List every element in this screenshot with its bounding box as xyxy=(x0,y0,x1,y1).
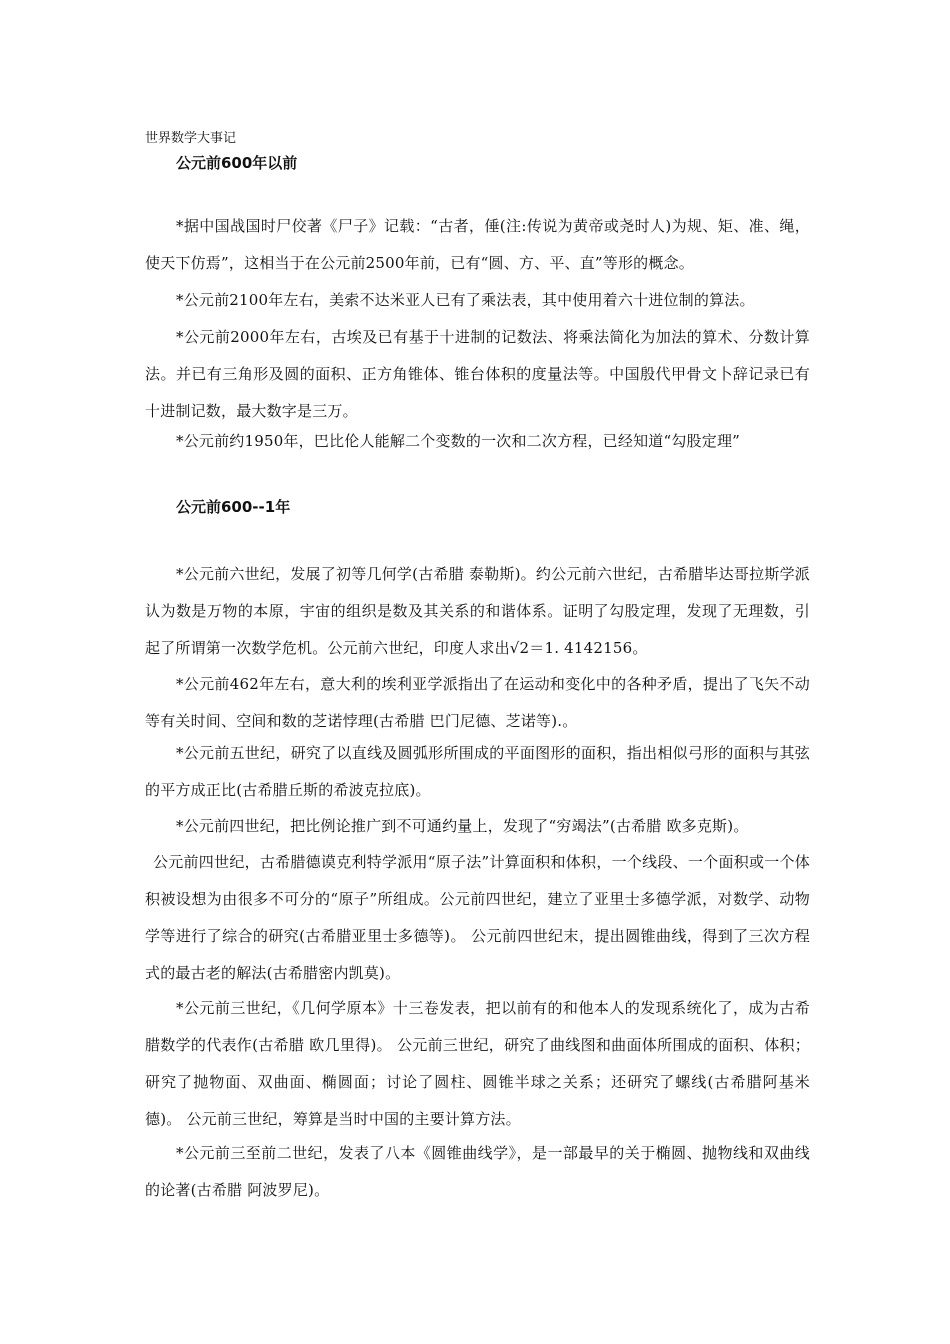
paragraph: *公元前六世纪，发展了初等几何学(古希腊 泰勒斯)。约公元前六世纪，古希腊毕达哥拉斯学派认为数是万物的本原，宇宙的组织是数及其关系的和谐体系。证明了勾股定理，发现了无理数，引起了所谓第一次数学危机。公元前六世纪，印度人求出√2＝1. 4142156。 xyxy=(145,565,810,657)
section-heading-before-600bc: 公元前600年以前 xyxy=(176,154,298,172)
paragraph: *公元前四世纪，把比例论推广到不可通约量上，发现了“穷竭法”(古希腊 欧多克斯)。 xyxy=(176,817,749,835)
paragraph: *公元前三世纪，《几何学原本》十三卷发表，把以前有的和他本人的发现系统化了，成为古希腊数学的代表作(古希腊 欧几里得)。 公元前三世纪，研究了曲线图和曲面体所围成的面积、体积；研究了抛物面、双曲面、椭圆面；讨论了圆柱、圆锥半球之关系；还研究了螺线(古希腊阿基米德)。 公元前三世纪，筹算是当时中国的主要计算方法。 xyxy=(145,999,810,1128)
paragraph: 公元前四世纪，古希腊德谟克利特学派用“原子法”计算面积和体积，一个线段、一个面积或一个体积被设想为由很多不可分的“原子”所组成。公元前四世纪，建立了亚里士多德学派，对数学、动物学等进行了综合的研究(古希腊亚里士多德等)。 公元前四世纪末，提出圆锥曲线，得到了三次方程式的最古老的解法(古希腊密内凯莫)。 xyxy=(145,853,810,982)
paragraph: *公元前2000年左右，古埃及已有基于十进制的记数法、将乘法简化为加法的算术、分数计算法。并已有三角形及圆的面积、正方角锥体、锥台体积的度量法等。中国殷代甲骨文卜辞记录已有十进制记数，最大数字是三万。 xyxy=(145,328,810,420)
paragraph: *公元前三至前二世纪，发表了八本《圆锥曲线学》，是一部最早的关于椭圆、抛物线和双曲线的论著(古希腊 阿波罗尼)。 xyxy=(145,1144,810,1199)
paragraph: *公元前2100年左右，美索不达米亚人已有了乘法表，其中使用着六十进位制的算法。 xyxy=(176,291,755,309)
paragraph: *公元前462年左右，意大利的埃利亚学派指出了在运动和变化中的各种矛盾，提出了飞矢不动等有关时间、空间和数的芝诺悖理(古希腊 巴门尼德、芝诺等).。 xyxy=(145,675,810,730)
document-title: 世界数学大事记 xyxy=(145,131,237,146)
paragraph: *公元前约1950年，巴比伦人能解二个变数的一次和二次方程，已经知道“勾股定理” xyxy=(176,432,741,450)
paragraph: *据中国战国时尸佼著《尸子》记载：“古者，倕(注:传说为黄帝或尧时人)为规、矩、准、绳，使天下仿焉”，这相当于在公元前2500年前，已有“圆、方、平、直”等形的概念。 xyxy=(145,217,810,272)
section-heading-600bc-1: 公元前600--1年 xyxy=(176,498,291,516)
paragraph: *公元前五世纪，研究了以直线及圆弧形所围成的平面图形的面积，指出相似弓形的面积与其弦的平方成正比(古希腊丘斯的希波克拉底)。 xyxy=(145,744,810,799)
